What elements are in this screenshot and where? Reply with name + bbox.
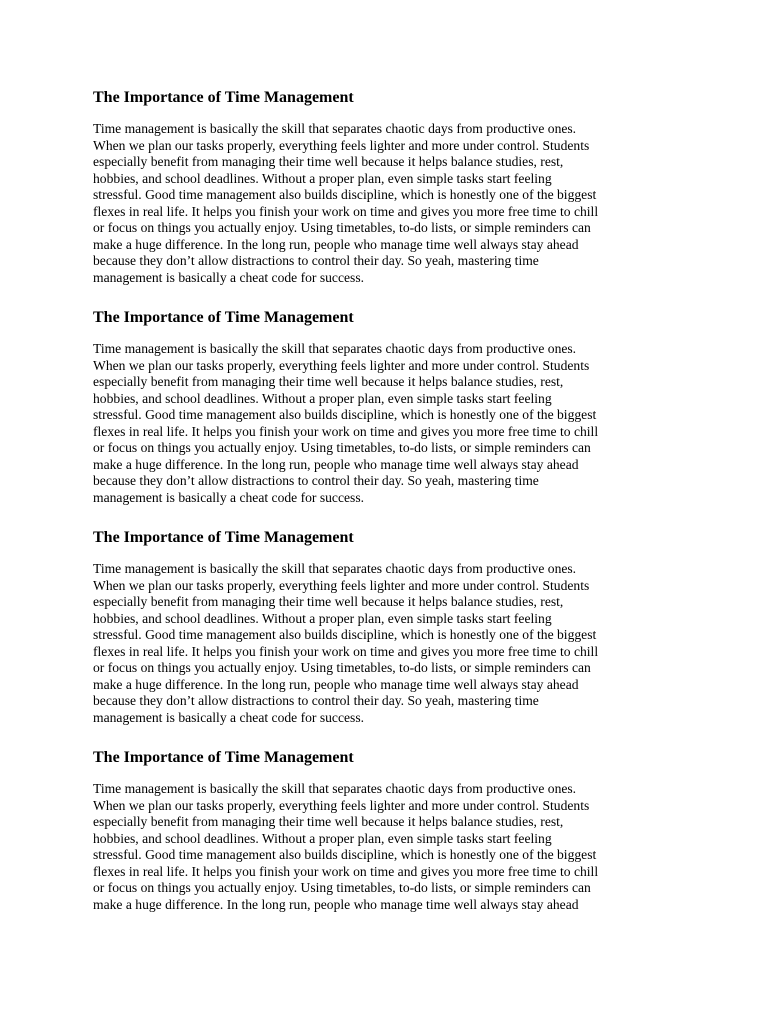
paragraph-line: flexes in real life. It helps you finish your work on time and gives you more free time to chill xyxy=(93,203,599,219)
document-section xyxy=(93,308,683,506)
paragraph-line: stressful. Good time management also builds discipline, which is honestly one of the biggest xyxy=(93,847,597,862)
paragraph-line: or focus on things you actually enjoy. Using timetables, to-do lists, or simple reminders can xyxy=(93,660,591,675)
paragraph-line: Time management is basically the skill that separates chaotic days from productive ones. xyxy=(93,561,577,576)
paragraph-line: make a huge difference. In the long run, people who manage time well always stay ahead xyxy=(93,896,579,912)
paragraph-line: When we plan our tasks properly, everything feels lighter and more under control. Students xyxy=(93,357,590,373)
paragraph-line: When we plan our tasks properly, everything feels lighter and more under control. Students xyxy=(93,797,590,813)
paragraph-line: management is basically a cheat code for success. xyxy=(93,269,365,285)
paragraph-line: Time management is basically the skill that separates chaotic days from productive ones. xyxy=(93,341,577,356)
section-heading: The Importance of Time Management xyxy=(93,749,354,766)
paragraph-line: When we plan our tasks properly, everything feels lighter and more under control. Students xyxy=(93,577,590,593)
paragraph-line: management is basically a cheat code for success. xyxy=(93,489,365,505)
paragraph-line: make a huge difference. In the long run, people who manage time well always stay ahead xyxy=(93,456,579,472)
document-content xyxy=(93,88,683,935)
paragraph-line: flexes in real life. It helps you finish your work on time and gives you more free time to chill xyxy=(93,863,599,879)
paragraph-line: hobbies, and school deadlines. Without a proper plan, even simple tasks start feeling xyxy=(93,390,552,406)
paragraph-line: because they don’t allow distractions to control their day. So yeah, mastering time xyxy=(93,253,539,268)
section-heading: The Importance of Time Management xyxy=(93,529,354,546)
paragraph-line: management is basically a cheat code for success. xyxy=(93,709,365,725)
paragraph-line: stressful. Good time management also builds discipline, which is honestly one of the biggest xyxy=(93,627,597,642)
paragraph-line: make a huge difference. In the long run, people who manage time well always stay ahead xyxy=(93,676,579,692)
paragraph-line: especially benefit from managing their time well because it helps balance studies, rest, xyxy=(93,814,564,829)
paragraph-line: especially benefit from managing their time well because it helps balance studies, rest, xyxy=(93,154,564,169)
section-heading: The Importance of Time Management xyxy=(93,89,354,106)
document-section xyxy=(93,528,683,726)
section-paragraph xyxy=(93,341,683,506)
section-paragraph xyxy=(93,561,683,726)
paragraph-line: especially benefit from managing their time well because it helps balance studies, rest, xyxy=(93,374,564,389)
section-paragraph xyxy=(93,781,683,913)
document-section xyxy=(93,88,683,286)
paragraph-line: or focus on things you actually enjoy. Using timetables, to-do lists, or simple reminders can xyxy=(93,880,591,895)
paragraph-line: hobbies, and school deadlines. Without a proper plan, even simple tasks start feeling xyxy=(93,170,552,186)
paragraph-line: When we plan our tasks properly, everything feels lighter and more under control. Students xyxy=(93,137,590,153)
paragraph-line: especially benefit from managing their time well because it helps balance studies, rest, xyxy=(93,594,564,609)
paragraph-line: flexes in real life. It helps you finish your work on time and gives you more free time to chill xyxy=(93,423,599,439)
paragraph-line: Time management is basically the skill that separates chaotic days from productive ones. xyxy=(93,781,577,796)
paragraph-line: or focus on things you actually enjoy. Using timetables, to-do lists, or simple reminders can xyxy=(93,440,591,455)
paragraph-line: Time management is basically the skill that separates chaotic days from productive ones. xyxy=(93,121,577,136)
paragraph-line: make a huge difference. In the long run, people who manage time well always stay ahead xyxy=(93,236,579,252)
section-heading: The Importance of Time Management xyxy=(93,309,354,326)
paragraph-line: because they don’t allow distractions to control their day. So yeah, mastering time xyxy=(93,693,539,708)
document-section xyxy=(93,748,683,913)
paragraph-line: hobbies, and school deadlines. Without a proper plan, even simple tasks start feeling xyxy=(93,610,552,626)
paragraph-line: hobbies, and school deadlines. Without a proper plan, even simple tasks start feeling xyxy=(93,830,552,846)
paragraph-line: because they don’t allow distractions to control their day. So yeah, mastering time xyxy=(93,473,539,488)
paragraph-line: stressful. Good time management also builds discipline, which is honestly one of the biggest xyxy=(93,407,597,422)
paragraph-line: stressful. Good time management also builds discipline, which is honestly one of the biggest xyxy=(93,187,597,202)
paragraph-line: or focus on things you actually enjoy. Using timetables, to-do lists, or simple reminders can xyxy=(93,220,591,235)
paragraph-line: flexes in real life. It helps you finish your work on time and gives you more free time to chill xyxy=(93,643,599,659)
section-paragraph xyxy=(93,121,683,286)
